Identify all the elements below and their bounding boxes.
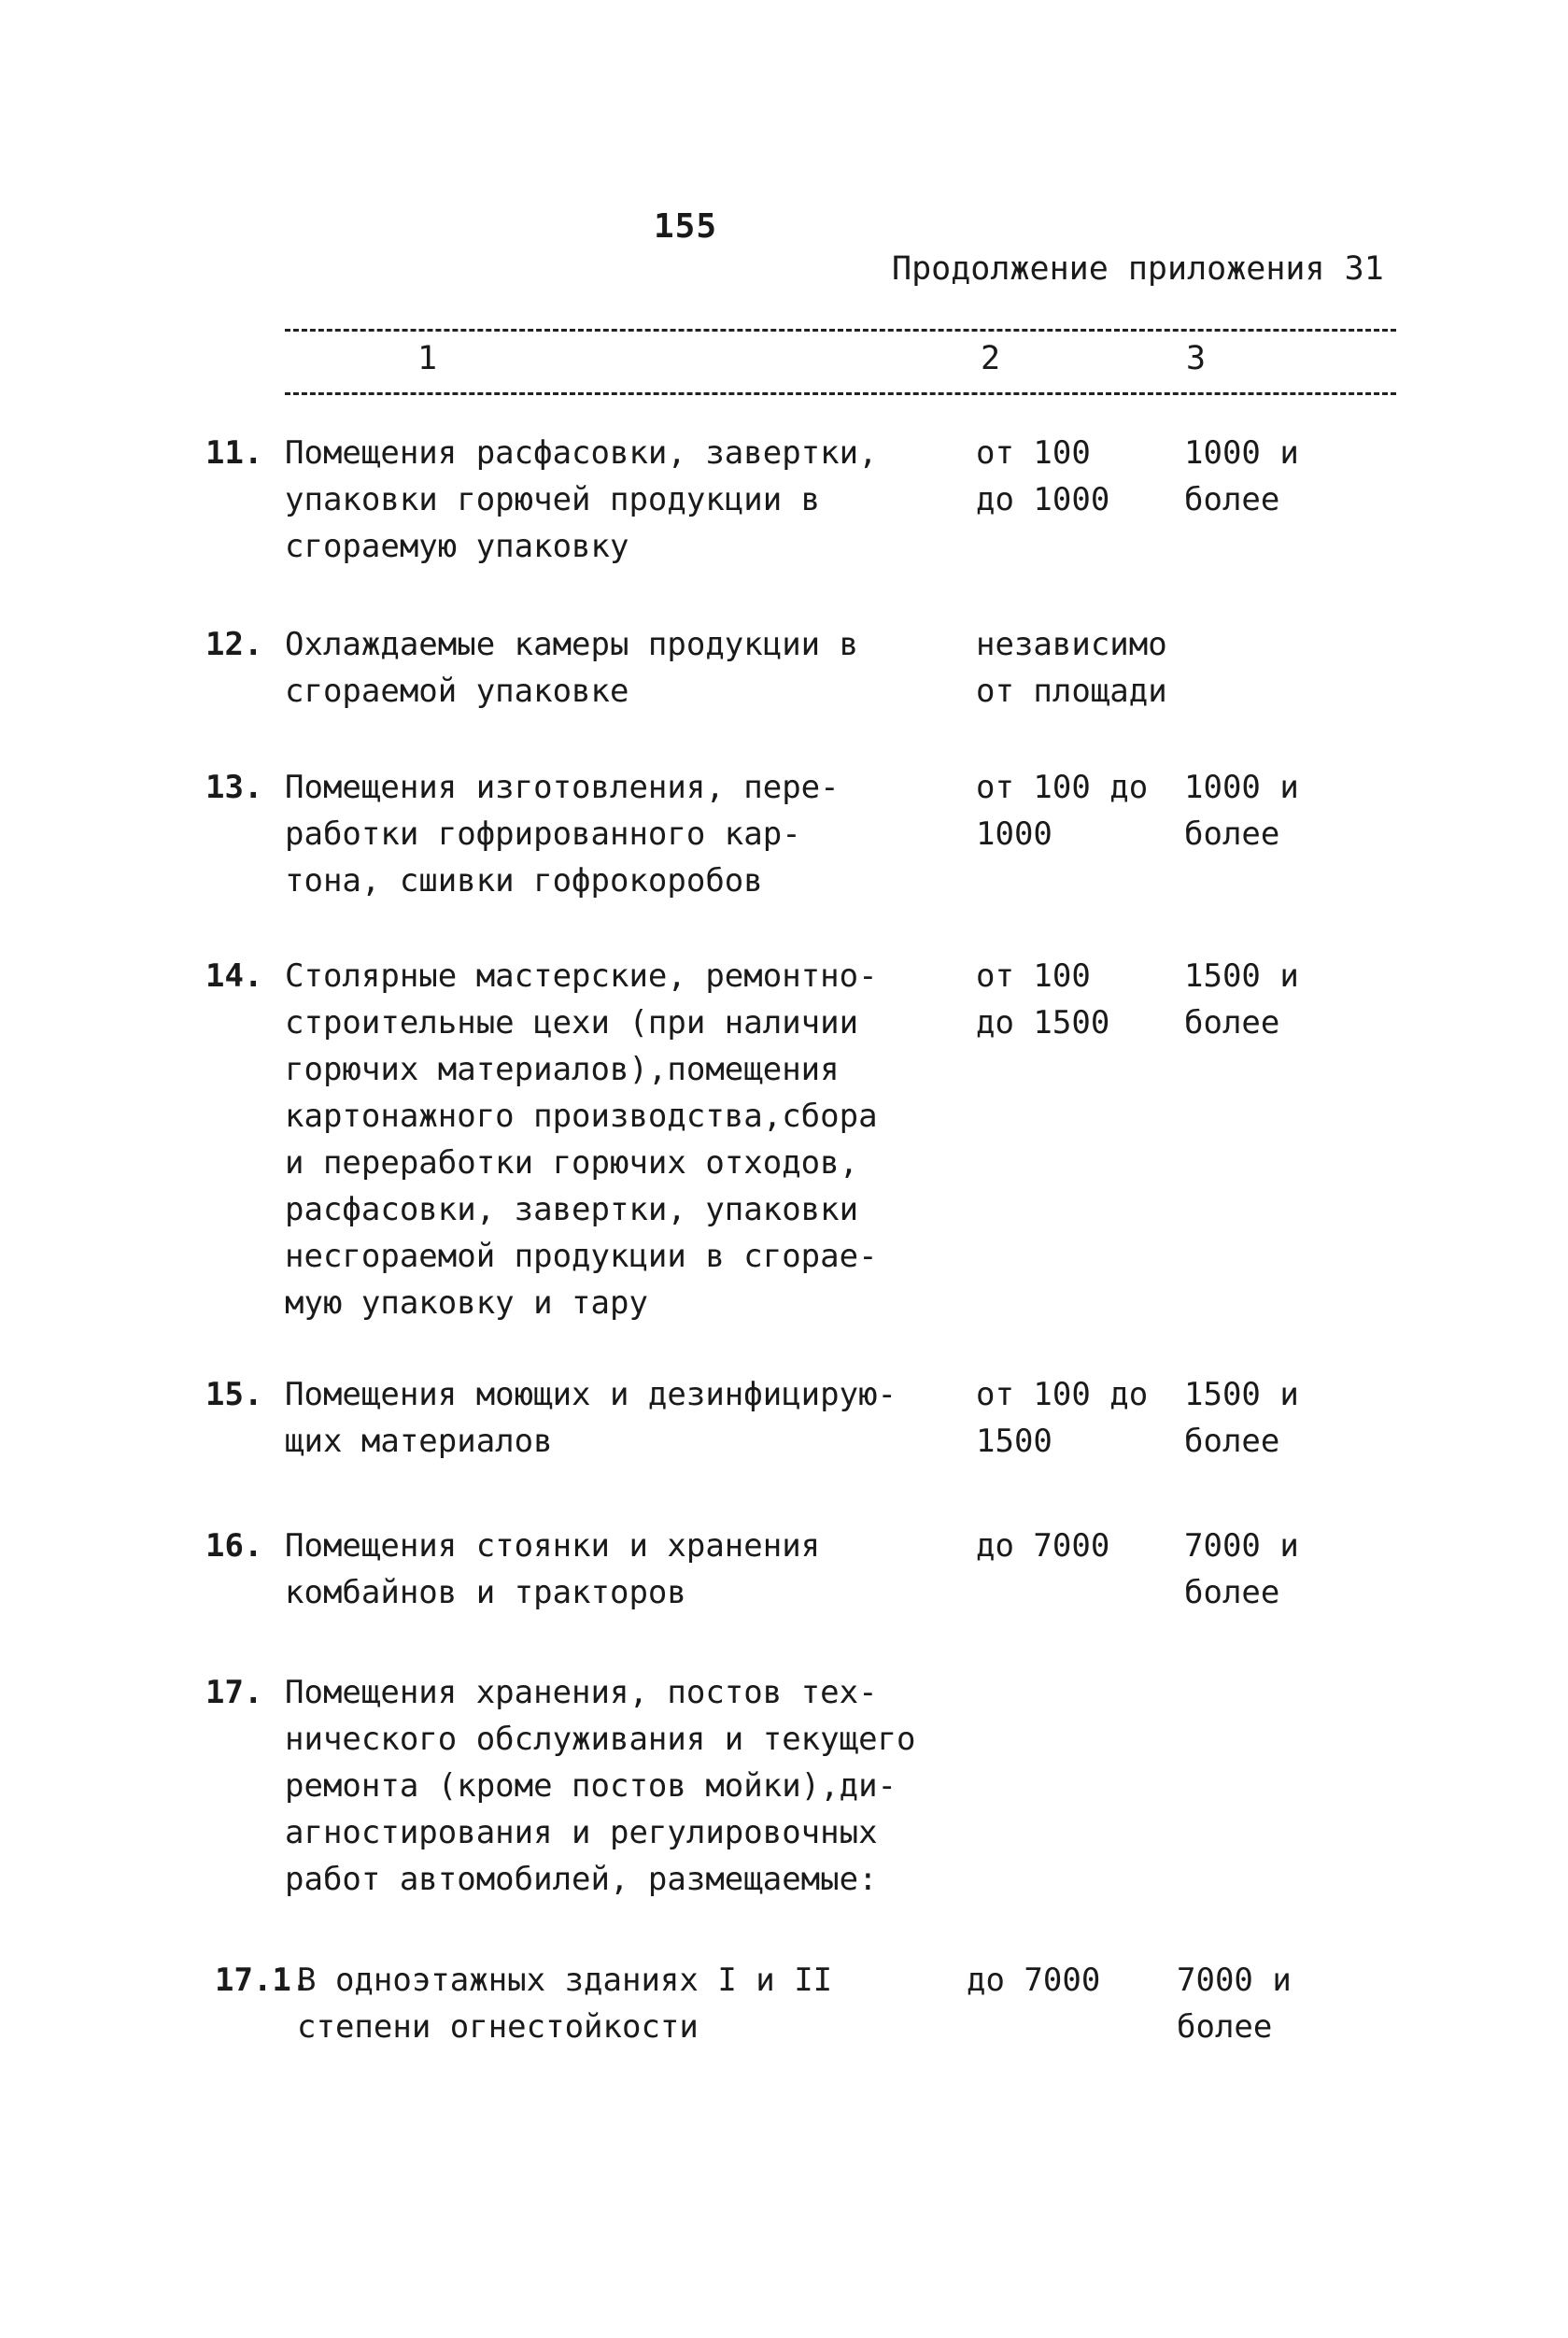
table-rule-bottom	[285, 392, 1396, 395]
row-area-over: 7000 и более	[1184, 1527, 1299, 1611]
row-area-range: от 100 до 1000	[976, 769, 1149, 853]
row-area-over: 1000 и более	[1184, 769, 1299, 853]
row-number: 12.	[205, 626, 263, 663]
row-area-range: до 7000	[976, 1527, 1110, 1565]
row-area-over: 7000 и более	[1177, 1962, 1292, 2046]
table-rule-top	[285, 329, 1396, 332]
row-area-range: от 100 до 1500	[976, 957, 1110, 1041]
column-header-1: 1	[417, 340, 438, 377]
row-area-range: от 100 до 1000	[976, 434, 1110, 518]
row-description: Охлаждаемые камеры продукции в сгораемой упаковке	[285, 626, 859, 710]
row-number: 11.	[205, 434, 263, 472]
row-area-over: 1500 и более	[1184, 957, 1299, 1041]
row-description: Помещения хранения, постов тех- нического обслуживания и текущего ремонта (кроме постов мойки),ди- агностирования и регулировочных работ автомобилей, размещаемые:	[285, 1674, 916, 1898]
row-description: Столярные мастерские, ремонтно- строительные цехи (при наличии горючих материалов),помещения картонажного производства,сбора и переработки горючих отходов, расфасовки, завертки, упаковки несгораемой продукции в сгорае- мую упаковку и тару	[285, 957, 878, 1322]
row-number: 14.	[205, 957, 263, 995]
page-number: 155	[654, 207, 718, 246]
row-number: 17.1.	[215, 1962, 311, 1999]
row-area-range: от 100 до 1500	[976, 1376, 1149, 1460]
column-header-2: 2	[981, 340, 1001, 377]
row-number: 17.	[205, 1674, 263, 1711]
row-description: Помещения расфасовки, завертки, упаковки горючей продукции в сгораемую упаковку	[285, 434, 878, 565]
continuation-title: Продолжение приложения 31	[892, 250, 1384, 288]
row-description: В одноэтажных зданиях I и II степени огнестойкости	[297, 1962, 833, 2046]
row-description: Помещения изготовления, пере- работки гофрированного кар- тона, сшивки гофрокоробов	[285, 769, 840, 900]
row-number: 16.	[205, 1527, 263, 1565]
row-area-over: 1500 и более	[1184, 1376, 1299, 1460]
row-number: 15.	[205, 1376, 263, 1413]
row-area-over: 1000 и более	[1184, 434, 1299, 518]
row-number: 13.	[205, 769, 263, 806]
row-area-range: до 7000	[967, 1962, 1101, 1999]
column-header-3: 3	[1186, 340, 1207, 377]
row-description: Помещения моющих и дезинфицирую- щих материалов	[285, 1376, 897, 1460]
row-area-range: независимо от площади	[976, 626, 1167, 710]
row-description: Помещения стоянки и хранения комбайнов и тракторов	[285, 1527, 821, 1611]
